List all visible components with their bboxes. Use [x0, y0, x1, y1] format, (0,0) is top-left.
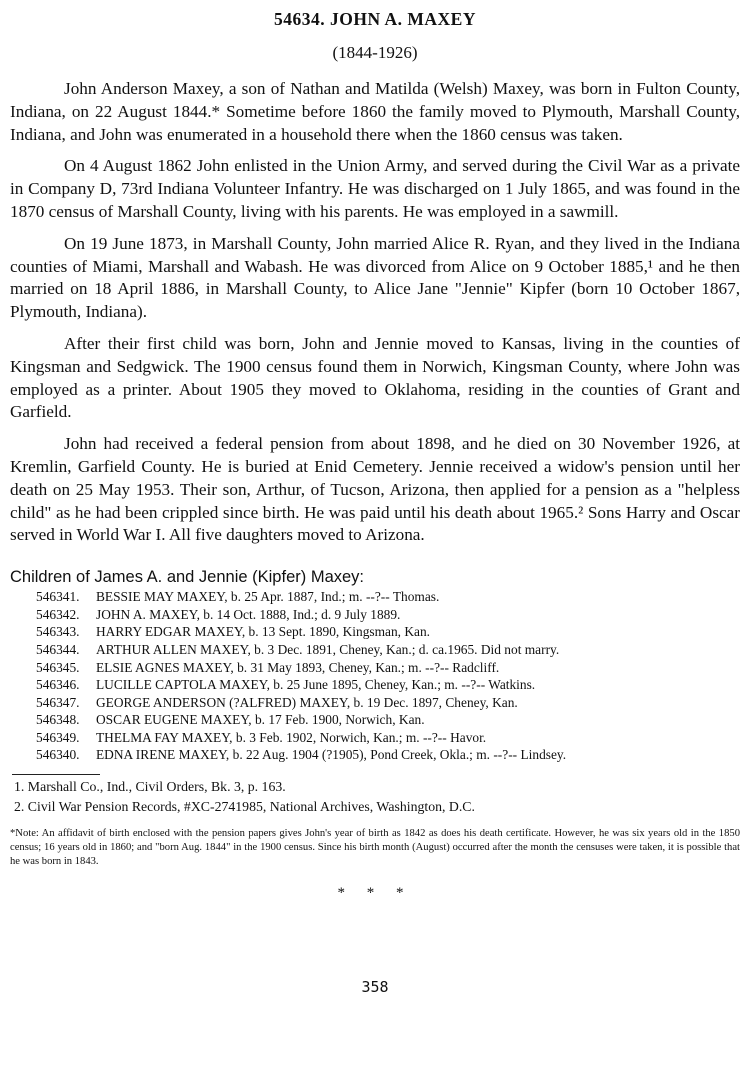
list-item [36, 711, 740, 729]
child-entry: EDNA IRENE MAXEY, b. 22 Aug. 1904 (?1905), Pond Creek, Okla.; m. --?-- Lindsey. [96, 747, 567, 763]
biography-text [10, 78, 740, 547]
footnotes [10, 777, 740, 817]
child-entry: LUCILLE CAPTOLA MAXEY, b. 25 June 1895, Cheney, Kan.; m. --?-- Watkins. [96, 677, 536, 693]
child-number: 546349. [36, 729, 80, 745]
paragraph: John had received a federal pension from about 1898, and he died on 30 November 1926, at Kremlin, Garfield County. He is buried at Enid Cemetery. Jennie received a widow's pension until her death on 25 May 1953. Their son, Arthur, of Tucson, Arizona, then applied for a pension as a "helpless child" as he had been crippled since birth. He was paid until his death about 1965.² Sons Harry and Oscar served in World War I. All five daughters moved to Arizona. [10, 434, 740, 545]
paragraph: On 4 August 1862 John enlisted in the Union Army, and served during the Civil War as a private in Company D, 73rd Indiana Volunteer Infantry. He was discharged on 1 July 1865, and was found in the 1870 census of Marshall County, living with his parents. He was employed in a sawmill. [10, 156, 740, 221]
list-item [36, 729, 740, 747]
footnote: 2. Civil War Pension Records, #XC-2741985, National Archives, Washington, D.C. [14, 799, 475, 815]
child-number: 546345. [36, 659, 80, 675]
list-item [36, 623, 740, 641]
section-separator: * * * [337, 884, 413, 901]
child-entry: OSCAR EUGENE MAXEY, b. 17 Feb. 1900, Norwich, Kan. [96, 712, 425, 728]
child-number: 546342. [36, 606, 80, 622]
page-number: 358 [361, 977, 389, 996]
child-entry: BESSIE MAY MAXEY, b. 25 Apr. 1887, Ind.; m. --?-- Thomas. [96, 589, 440, 605]
child-entry: GEORGE ANDERSON (?ALFRED) MAXEY, b. 19 Dec. 1897, Cheney, Kan. [96, 694, 518, 710]
child-number: 546348. [36, 712, 80, 728]
paragraph: On 19 June 1873, in Marshall County, John married Alice R. Ryan, and they lived in the Indiana counties of Miami, Marshall and Wabash. He was divorced from Alice on 9 October 1885,¹ and he then married on 18 April 1886, in Marshall County, to Alice Jane "Jennie" Kipfer (born 10 October 1867, Plymouth, Indiana). [10, 233, 740, 322]
life-dates: (1844-1926) [332, 43, 418, 62]
child-number: 546344. [36, 641, 80, 657]
child-entry: HARRY EDGAR MAXEY, b. 13 Sept. 1890, Kingsman, Kan. [96, 624, 431, 640]
list-item [36, 676, 740, 694]
list-item [36, 746, 740, 764]
list-item [36, 641, 740, 659]
child-number: 546340. [36, 747, 80, 763]
child-entry: ARTHUR ALLEN MAXEY, b. 3 Dec. 1891, Cheney, Kan.; d. ca.1965. Did not marry. [96, 641, 560, 657]
child-number: 546346. [36, 677, 80, 693]
paragraph: After their first child was born, John and Jennie moved to Kansas, living in the counties of Kingsman and Sedgwick. The 1900 census found them in Norwich, Kingsman County, where John was employed as a printer. About 1905 they moved to Oklahoma, residing in the counties of Grant and Garfield. [10, 333, 740, 422]
birth-year-note: *Note: An affidavit of birth enclosed with the pension papers gives John's year of birth as 1842 as does his death certificate. However, he was six years old in the 1850 census; 16 years old in 1860; and "born Aug. 1844" in the 1900 census. Since his birth month (August) occurred after the month the censuses were taken, it is possible that he was born in 1843. [10, 828, 740, 868]
child-number: 546343. [36, 624, 80, 640]
list-item [36, 588, 740, 606]
child-entry: THELMA FAY MAXEY, b. 3 Feb. 1902, Norwich, Kan.; m. --?-- Havor. [96, 729, 487, 745]
document-page [10, 0, 740, 996]
footnote-divider [12, 774, 100, 775]
paragraph: John Anderson Maxey, a son of Nathan and Matilda (Welsh) Maxey, was born in Fulton County, Indiana, on 22 August 1844.* Sometime before 1860 the family moved to Plymouth, Marshall County, Indiana, and John was enumerated in a household there when the 1860 census was taken. [10, 79, 740, 144]
footnote: 1. Marshall Co., Ind., Civil Orders, Bk. 3, p. 163. [14, 779, 286, 795]
children-list [10, 588, 740, 764]
page-title: 54634. JOHN A. MAXEY [273, 9, 476, 29]
child-number: 546347. [36, 694, 80, 710]
list-item [36, 606, 740, 624]
child-number: 546341. [36, 589, 80, 605]
children-header: Children of James A. and Jennie (Kipfer) Maxey: [10, 568, 365, 587]
list-item [36, 659, 740, 677]
child-entry: JOHN A. MAXEY, b. 14 Oct. 1888, Ind.; d. 9 July 1889. [96, 606, 401, 622]
list-item [36, 694, 740, 712]
child-entry: ELSIE AGNES MAXEY, b. 31 May 1893, Cheney, Kan.; m. --?-- Radcliff. [96, 659, 500, 675]
